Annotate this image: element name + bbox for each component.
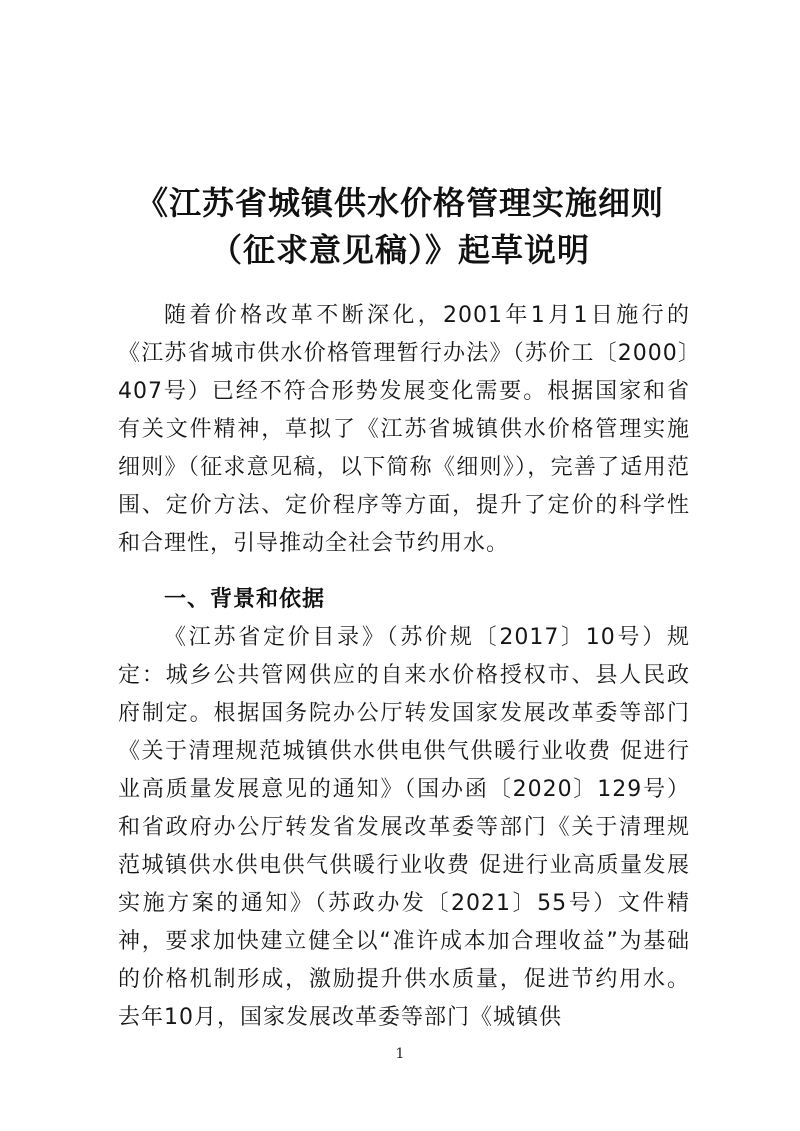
section-heading-background: 一、背景和依据: [164, 587, 326, 612]
page-number: 1: [395, 1046, 405, 1062]
background-paragraph: 《江苏省定价目录》（苏价规〔2017〕10号）规定：城乡公共管网供应的自来水价格授权市、县人民政府制定。根据国务院办公厅转发国家发展改革委等部门《关于清理规范城镇供水供电供气供暖行业收费 促进行业高质量发展意见的通知》（国办函〔2020〕129号）和省政府办公厅转发省发展改革委等部门《关于清理规范城镇供水供电供气供暖行业收费 促进行业高质量发展实施方案的通知》（苏政办发〔2021〕55号）文件精神，要求加快建立健全以“准许成本加合理收益”为基础的价格机制形成，激励提升供水质量，促进节约用水。去年10月，国家发展改革委等部门《城镇供: [118, 625, 690, 1030]
intro-paragraph: 随着价格改革不断深化，2001年1月1日施行的《江苏省城市供水价格管理暂行办法》（苏价工〔2000〕407号）已经不符合形势发展变化需要。根据国家和省有关文件精神，草拟了《江苏省城镇供水价格管理实施细则》（征求意见稿，以下简称《细则》），完善了适用范围、定价方法、定价程序等方面，提升了定价的科学性和合理性，引导推动全社会节约用水。: [118, 303, 690, 556]
document-title-line-1: 《江苏省城镇供水价格管理实施细则: [135, 184, 664, 222]
document-title-line-2: （征求意见稿）》起草说明: [209, 231, 590, 269]
